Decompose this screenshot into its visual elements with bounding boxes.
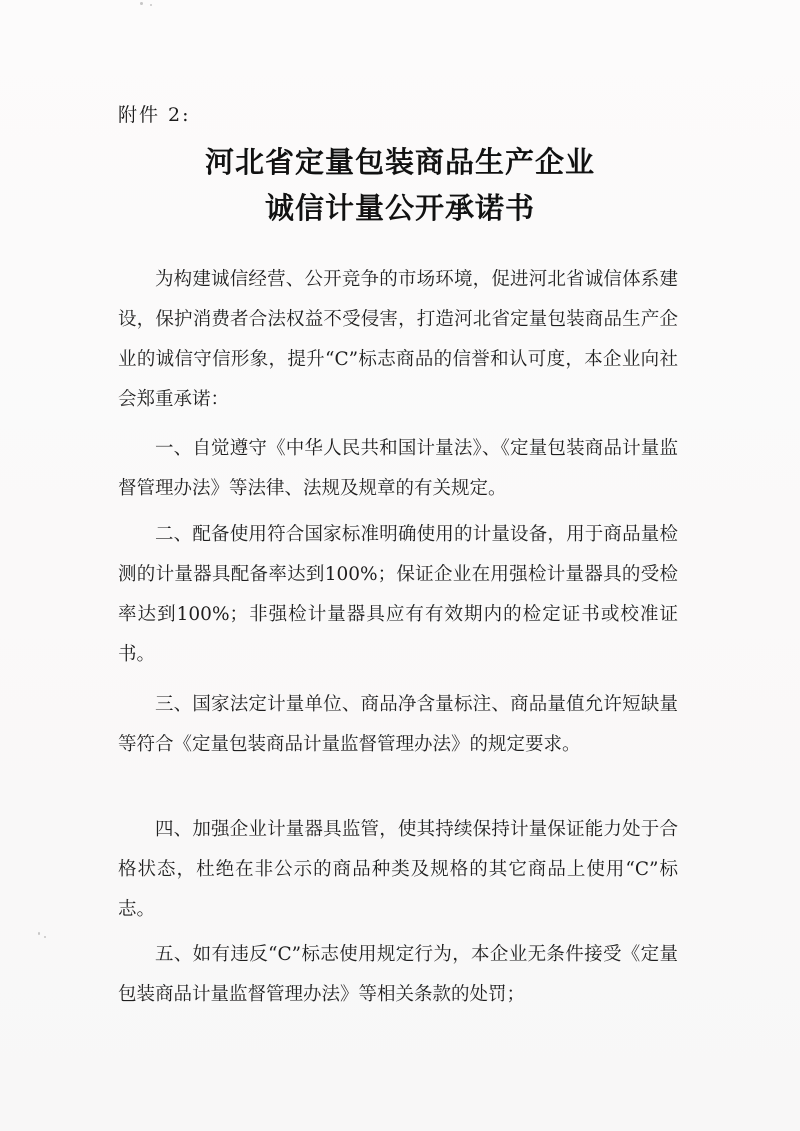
scan-speck [150, 4, 152, 6]
pledge-item-3: 三、国家法定计量单位、商品净含量标注、商品量值允许短缺量等符合《定量包装商品计量监督管理办法》的规定要求。 [118, 694, 678, 755]
pledge-item-1: 一、自觉遵守《中华人民共和国计量法》、《定量包装商品计量监督管理办法》等法律、法规及规章的有关规定。 [118, 438, 678, 499]
document-title-line-1: 河北省定量包装商品生产企业 [204, 145, 595, 179]
document-title-line-2: 诚信计量公开承诺书 [264, 191, 535, 225]
attachment-label: 附件 2: [118, 104, 191, 126]
scan-speck [38, 932, 40, 935]
pledge-item-2: 二、配备使用符合国家标准明确使用的计量设备，用于商品量检测的计量器具配备率达到100%；保证企业在用强检计量器具的受检率达到100%；非强检计量器具应有有效期内的检定证书或校准证书。 [118, 524, 678, 665]
scan-speck [140, 2, 143, 5]
pledge-item-4: 四、加强企业计量器具监管，使其持续保持计量保证能力处于合格状态，杜绝在非公示的商品种类及规格的其它商品上使用“C”标志。 [118, 819, 678, 920]
scan-speck [44, 936, 46, 938]
intro-paragraph: 为构建诚信经营、公开竞争的市场环境，促进河北省诚信体系建设，保护消费者合法权益不受侵害，打造河北省定量包装商品生产企业的诚信守信形象，提升“C”标志商品的信誉和认可度，本企业向社会郑重承诺： [118, 269, 678, 410]
pledge-item-5: 五、如有违反“C”标志使用规定行为，本企业无条件接受《定量包装商品计量监督管理办法》等相关条款的处罚； [118, 944, 678, 1005]
